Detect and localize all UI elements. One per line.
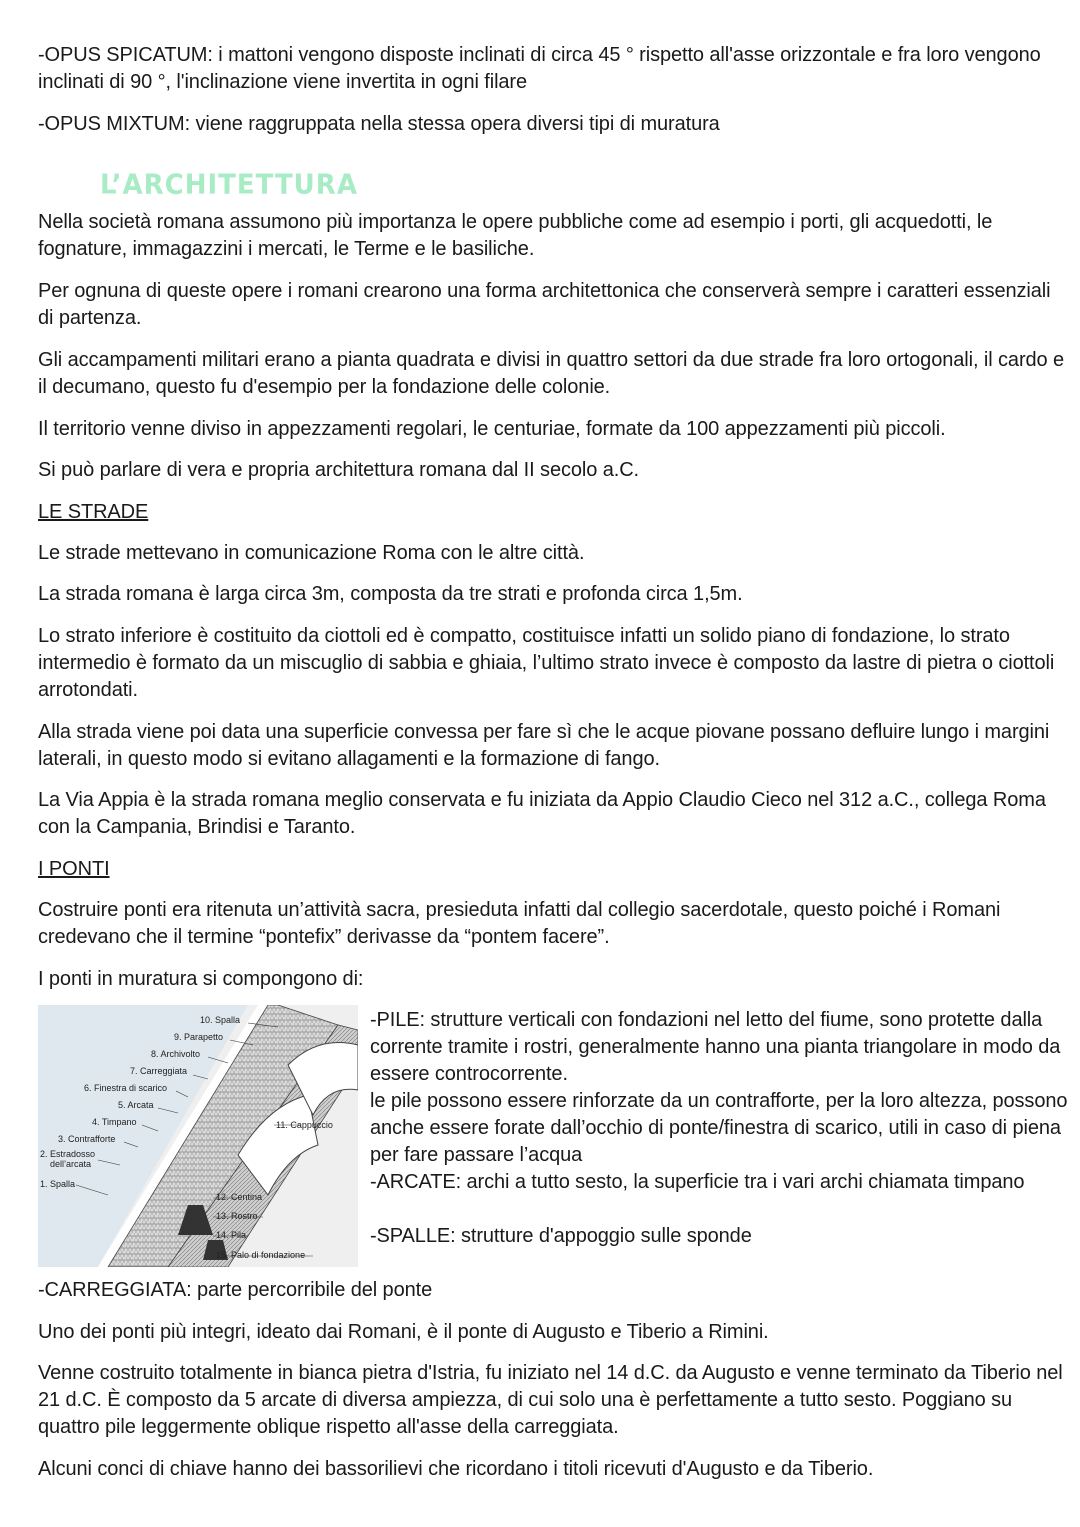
paragraph-pile: -PILE: strutture verticali con fondazioni nel letto del fiume, sono protette dalla corrente tramite i rostri, generalmente hanno una pianta triangolare in modo da essere controcorrente.	[370, 1009, 1061, 1085]
label-2-dellarcata: dell’arcata	[50, 1159, 92, 1169]
paragraph-strade-comunicazione: Le strade mettevano in comunicazione Roma con le altre città.	[38, 542, 585, 564]
paragraph-pile-rinforzo: le pile possono essere rinforzate da un contrafforte, per la loro altezza, possono anche essere forate dall’occhio di ponte/finestra di scarico, utili in caso di piena per fare passare l’acqua	[370, 1090, 1068, 1166]
paragraph-opus-spicatum: -OPUS SPICATUM: i mattoni vengono disposte inclinati di circa 45 ° rispetto all'asse orizzontale e fra loro vengono inclinati di 90 °, l'inclinazione viene invertita in ogni filare	[38, 44, 1041, 93]
paragraph-accampamenti: Gli accampamenti militari erano a pianta quadrata e divisi in quattro settori da due strade fra loro ortogonali, il cardo e il decumano, questo fu d'esempio per la fondazione delle colonie.	[38, 349, 1065, 398]
paragraph-spalle: -SPALLE: strutture d'appoggio sulle sponde	[370, 1225, 752, 1247]
paragraph-carreggiata: -CARREGGIATA: parte percorribile del ponte	[38, 1279, 433, 1301]
label-9-parapetto: 9. Parapetto	[174, 1032, 224, 1042]
paragraph-strada-larghezza: La strada romana è larga circa 3m, composta da tre strati e profonda circa 1,5m.	[38, 583, 743, 605]
paragraph-opere-pubbliche: Nella società romana assumono più importanza le opere pubbliche come ad esempio i porti, gli acquedotti, le fognature, immagazzini i mercati, le Terme e le basiliche.	[38, 211, 993, 260]
label-2-estradosso: 2. Estradosso	[40, 1149, 96, 1159]
label-3-contrafforte: 3. Contrafforte	[58, 1134, 116, 1144]
paragraph-opus-mixtum: -OPUS MIXTUM: viene raggruppata nella stessa opera diversi tipi di muratura	[38, 113, 720, 135]
paragraph-superficie-convessa: Alla strada viene poi data una superficie convessa per fare sì che le acque piovane possano defluire lungo i margini laterali, in questo modo si evitano allagamenti e la formazione di fango.	[38, 721, 1050, 770]
label-12-centina: 12. Centina	[216, 1192, 263, 1202]
label-15-palo-di-fondazione: 15. Palo di fondazione	[216, 1250, 306, 1260]
paragraph-strati: Lo strato inferiore è costituito da ciottoli ed è compatto, costituisce infatti un solido piano di fondazione, lo strato intermedio è formato da un miscuglio di sabbia e ghiaia, l’ultimo strato invece è composto da lastre di pietra o ciottoli arrotondati.	[38, 625, 1055, 701]
heading-i-ponti: I PONTI	[38, 858, 110, 880]
label-6-finestra-di-scarico: 6. Finestra di scarico	[84, 1083, 168, 1093]
paragraph-arcate: -ARCATE: archi a tutto sesto, la superficie tra i vari archi chiamata timpano	[370, 1171, 1025, 1193]
paragraph-ponti-muratura: I ponti in muratura si compongono di:	[38, 968, 364, 990]
paragraph-conci-chiave: Alcuni conci di chiave hanno dei bassorilievi che ricordano i titoli ricevuti d'Augusto e da Tiberio.	[38, 1458, 874, 1480]
label-14-pila: 14. Pila	[216, 1230, 247, 1240]
label-4-timpano: 4. Timpano	[92, 1117, 137, 1127]
heading-le-strade: LE STRADE	[38, 501, 149, 523]
label-11-cappuccio: 11. Cappuccio	[276, 1120, 333, 1130]
paragraph-costruzione-ponte: Venne costruito totalmente in bianca pietra d'Istria, fu iniziato nel 14 d.C. da Augusto e venne terminato da Tiberio nel 21 d.C. È composto da 5 arcate di diversa ampiezza, di cui solo una è perfettamente a tutto sesto. Poggiano su quattro pile leggermente oblique rispetto all'asse della carreggiata.	[38, 1362, 1063, 1438]
label-7-carreggiata: 7. Carreggiata	[130, 1066, 188, 1076]
paragraph-forma-architettonica: Per ognuna di queste opere i romani crearono una forma architettonica che conserverà sempre i caratteri essenziali di partenza.	[38, 280, 1051, 329]
paragraph-ponte-rimini: Uno dei ponti più integri, ideato dai Romani, è il ponte di Augusto e Tiberio a Rimini.	[38, 1321, 769, 1343]
label-5-arcata: 5. Arcata	[118, 1100, 154, 1110]
label-1-spalla: 1. Spalla	[40, 1179, 76, 1189]
label-13-rostro: 13. Rostro	[216, 1211, 258, 1221]
label-10-spalla: 10. Spalla	[200, 1015, 241, 1025]
paragraph-architettura-romana: Si può parlare di vera e propria architettura romana dal II secolo a.C.	[38, 459, 639, 481]
label-8-archivolto: 8. Archivolto	[151, 1049, 201, 1059]
bridge-diagram	[38, 1005, 358, 1267]
paragraph-territorio: Il territorio venne diviso in appezzamenti regolari, le centuriae, formate da 100 appezzamenti più piccoli.	[38, 418, 946, 440]
paragraph-via-appia: La Via Appia è la strada romana meglio conservata e fu iniziata da Appio Claudio Cieco nel 312 a.C., collega Roma con la Campania, Brindisi e Taranto.	[38, 789, 1046, 838]
paragraph-ponti-sacri: Costruire ponti era ritenuta un’attività sacra, presieduta infatti dal collegio sacerdotale, questo poiché i Romani credevano che il termine “pontefix” derivasse da “pontem facere”.	[38, 899, 1001, 948]
section-title-architettura: L’ARCHITETTURA	[100, 169, 358, 201]
